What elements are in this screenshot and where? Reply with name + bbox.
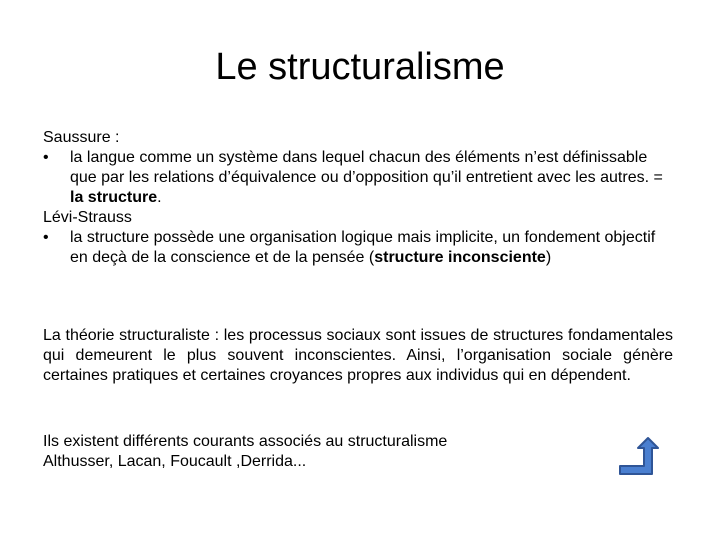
saussure-bullet: [43, 148, 673, 208]
levi-strauss-bold-term: structure inconsciente: [374, 249, 546, 266]
currents-section: [43, 432, 673, 472]
return-button[interactable]: [614, 436, 660, 476]
slide-title: Le structuralisme: [215, 46, 505, 88]
levi-strauss-heading: Lévi-Strauss: [43, 209, 132, 226]
levi-strauss-text: la structure possède une organisation logique mais implicite, un fondement objectif en deçà de la conscience et de la pensée (: [70, 229, 656, 266]
theory-paragraph: La théorie structuraliste : les processus sociaux sont issues de structures fondamentales qui demeurent le plus souvent inconscientes. Ainsi, l’organisation sociale génère certaines pratiques et certaines croyances propres aux individus qui en dépendent.: [43, 327, 673, 384]
saussure-text-end: .: [157, 189, 162, 206]
levi-strauss-text-end: ): [545, 249, 552, 266]
saussure-bold-term: la structure: [70, 189, 158, 206]
bullet-marker: •: [43, 149, 49, 166]
bullet-marker: •: [43, 229, 49, 246]
saussure-section: [43, 128, 673, 268]
saussure-text: la langue comme un système dans lequel chacun des éléments n’est définissable que par les relations d’équivalence ou d’opposition qu’il entretient avec les autres. =: [70, 149, 663, 186]
saussure-heading: Saussure :: [43, 129, 120, 146]
levi-strauss-bullet: [43, 228, 673, 268]
currents-line-2: Althusser, Lacan, Foucault ,Derrida...: [43, 453, 307, 470]
return-arrow-icon: [614, 436, 660, 476]
currents-line-1: Ils existent différents courants associés au structuralisme: [43, 433, 448, 450]
